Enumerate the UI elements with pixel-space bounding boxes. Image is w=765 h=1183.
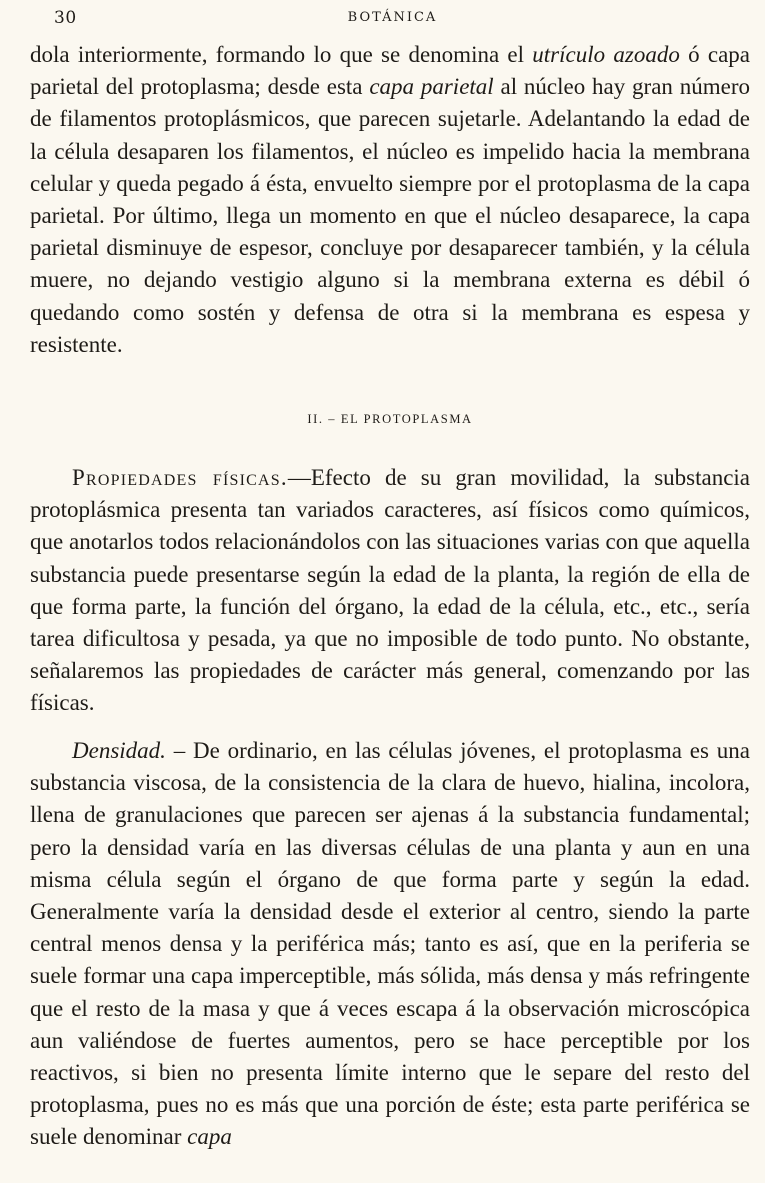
paragraph-propiedades-fisicas: [30, 462, 750, 720]
paragraph-densidad: [30, 735, 750, 1154]
section-heading: II. – EL PROTOPLASMA: [307, 412, 473, 426]
paragraph-1-text-c: al núcleo hay gran número de filamentos protoplásmicos, que parecen sujetarle. Adelantando la edad de la célula desaparen los filamentos, el núcleo es impelido hacia la membrana celular y queda pegado á ésta, envuelto siempre por el protoplasma de la capa parietal. Por último, llega un momento en que el núcleo desaparece, la capa parietal disminuye de espesor, concluye por desaparecer también, y la célula muere, no dejando vestigio alguno si la membrana externa es débil ó quedando como sostén y defensa de otra si la membrana es espesa y resistente.: [30, 74, 750, 357]
paragraph-3-text: – De ordinario, en las células jóvenes, el protoplasma es una substancia viscosa, de la consistencia de la clara de huevo, hialina, incolora, llena de granulaciones que parecen ser ajenas á la substancia fundamental; pero la densidad varía en las diversas células de una planta y aun en una misma célula según el órgano de que forma parte y según la edad. Generalmente varía la densidad desde el exterior al centro, siendo la parte central menos densa y la periférica más; tanto es así, que en la periferia se suele formar una capa imperceptible, más sólida, más densa y más refringente que el resto de la masa y que á veces escapa á la observación microscópica aun valiéndose de fuertes aumentos, pero se hace perceptible por los reactivos, si bien no presenta límite interno que le separe del resto del protoplasma, pues no es más que una porción de éste; esta parte periférica se suele denominar: [30, 738, 750, 1150]
paragraph-continuation: [30, 39, 750, 361]
paragraph-2-lead: Propiedades físicas.: [72, 465, 288, 490]
paragraph-1-italic-capa-parietal: capa parietal: [369, 74, 494, 100]
page-number: 30: [54, 8, 77, 28]
paragraph-3-lead: Densidad.: [72, 738, 166, 763]
paragraph-1-text-a: dola interiormente, formando lo que se denomina el: [30, 42, 533, 67]
running-title: BOTÁNICA: [347, 10, 438, 25]
paragraph-1-text-b: ó capa parietal del protoplasma; desde esta: [30, 42, 750, 100]
paragraph-3-trailing-italic: capa: [187, 1124, 232, 1150]
paragraph-2-text: —Efecto de su gran movilidad, la substancia protoplásmica presenta tan variados caracteres, así físicos como químicos, que anotarlos todos relacionándolos con las situaciones varias con que aquella substancia puede presentarse según la edad de la planta, la región de ella de que forma parte, la función del órgano, la edad de la célula, etc., etc., sería tarea dificultosa y pesada, ya que no imposible de todo punto. No obstante, señalaremos las propiedades de carácter más general, comenzando por las físicas.: [30, 465, 751, 716]
running-head: [34, 8, 751, 30]
paragraph-1-italic-utriculo: utrículo azoado: [532, 42, 680, 67]
